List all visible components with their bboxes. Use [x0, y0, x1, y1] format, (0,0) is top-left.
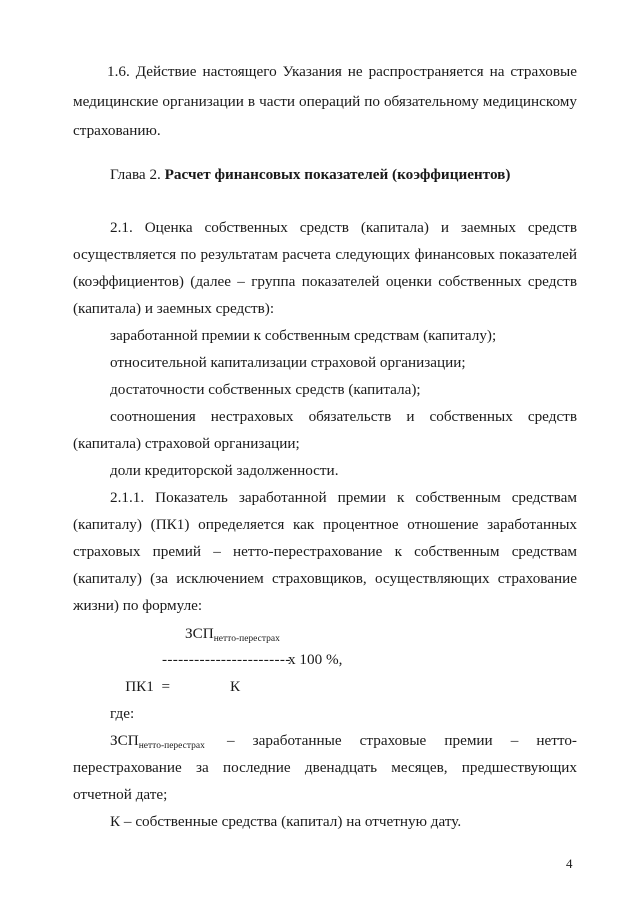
paragraph-1-6-line-3: страхованию.: [73, 122, 161, 139]
zsp-symbol: $ЗСП_{нетто-перестрах}$: [110, 732, 205, 751]
paragraph-2-1-1-line-4: (капиталу) (за исключением страховщиков, осуществляющих страхование: [73, 570, 577, 587]
formula-factor: x 100 %,: [288, 651, 343, 668]
where-definition-1-line-2: перестрахование за последние двенадцать месяцев, предшествующих: [73, 759, 577, 776]
chapter-heading: [110, 161, 510, 188]
page-number: 4: [566, 856, 573, 871]
list-item: доли кредиторской задолженности.: [110, 462, 339, 479]
chapter-title: Расчет финансовых показателей (коэффициентов): [164, 166, 511, 183]
list-item: заработанной премии к собственным средствам (капиталу);: [110, 327, 497, 344]
list-item: относительной капитализации страховой организации;: [110, 354, 466, 371]
zsp-definition: – заработанные страховые премии – нетто-: [227, 732, 577, 749]
paragraph-2-1-line-4: (капитала) и заемных средств):: [73, 300, 275, 317]
formula-denominator: К: [230, 678, 241, 695]
list-item: соотношения нестраховых обязательств и собственных средств: [110, 408, 577, 425]
paragraph-2-1-1-line-3: страховых премий – нетто-перестрахование к собственным средствам: [73, 543, 577, 560]
chapter-prefix: Глава 2.: [110, 166, 161, 183]
paragraph-2-1-line-3: (коэффициентов) (далее – группа показателей оценки собственных средств: [73, 273, 577, 290]
where-definition-2: К – собственные средства (капитал) на отчетную дату.: [110, 813, 462, 830]
formula-numerator-subscript: нетто-перестрах: [213, 634, 280, 644]
list-item: достаточности собственных средств (капитала);: [110, 381, 421, 398]
where-definition-1-line-3: отчетной дате;: [73, 786, 168, 803]
formula-fraction-bar: ------------------------: [162, 651, 291, 668]
paragraph-1-6-line-2: медицинские организации в части операций по обязательному медицинскому: [73, 93, 577, 110]
list-item-continuation: (капитала) страховой организации;: [73, 435, 300, 452]
formula-lhs: ПК1 =: [125, 678, 171, 695]
where-label: где:: [110, 705, 135, 722]
paragraph-2-1-1-line-5: жизни) по формуле:: [73, 597, 203, 614]
paragraph-2-1-1-line-2: (капиталу) (ПК1) определяется как процентное отношение заработанных: [73, 516, 577, 533]
paragraph-2-1-1-line-1: 2.1.1. Показатель заработанной премии к собственным средствам: [110, 489, 577, 506]
formula-numerator: $ЗСП_{нетто-перестрах}$: [185, 625, 280, 644]
paragraph-2-1-line-1: 2.1. Оценка собственных средств (капитала) и заемных средств: [110, 219, 577, 236]
paragraph-2-1-line-2: осуществляется по результатам расчета следующих финансовых показателей: [73, 246, 577, 263]
zsp-subscript: нетто-перестрах: [138, 741, 205, 751]
paragraph-1-6-line-1: 1.6. Действие настоящего Указания не распространяется на страховые: [107, 63, 577, 80]
